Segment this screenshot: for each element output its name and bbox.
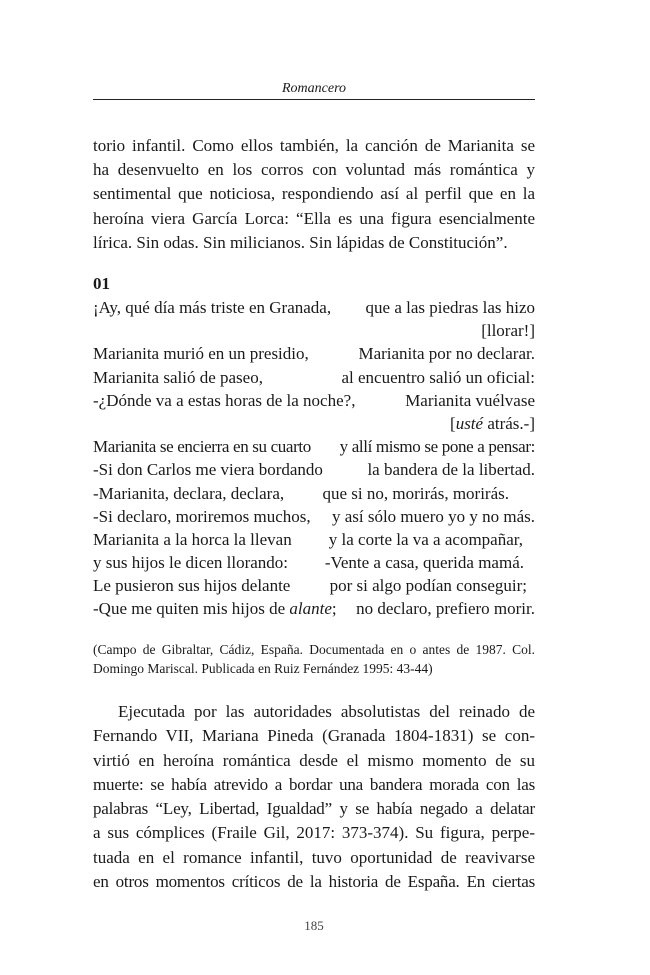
verse-first-hemistich: Marianita se encierra en su cuarto [93, 437, 311, 457]
verse-line [93, 574, 535, 597]
verse-second-hemistich: que si no, morirás, morirás. [322, 483, 509, 503]
verse-second-hemistich: y allí mismo se pone a pensar: [339, 437, 535, 457]
verse-first-hemistich: -Si don Carlos me viera bordando [93, 460, 323, 480]
text-line: heroína viera García Lorca: “Ella es una figura esencialmente [93, 208, 535, 228]
text-line: Fernando VII, Mariana Pineda (Granada 1804-1831) se con- [93, 726, 535, 746]
text-line: torio infantil. Como ellos también, la canción de Marianita se [93, 136, 535, 155]
verse-line [93, 296, 535, 319]
verse-line [93, 482, 535, 505]
verse-turnover [93, 412, 535, 435]
text-line: sentimental que noticiosa, respondiendo así al perfil que en la [93, 184, 535, 204]
intro-paragraph [93, 134, 535, 255]
verse-first-hemistich: Le pusieron sus hijos delante [93, 576, 291, 596]
verse-first-hemistich: -Si declaro, moriremos muchos, [93, 506, 311, 526]
body-paragraph [93, 700, 535, 894]
verse-turnover-text: [llorar!] [481, 321, 535, 341]
text-line: en otros momentos críticos de la historia de España. En ciertas [93, 872, 535, 892]
verse-first-hemistich: -Marianita, declara, declara, [93, 483, 285, 503]
verse-turnover-text: [usté atrás.-] [450, 413, 535, 433]
source-citation [93, 640, 535, 678]
verse-turnover [93, 319, 535, 342]
verse-line [93, 528, 535, 551]
verse-first-hemistich: Marianita a la horca la llevan [93, 529, 292, 549]
verse-first-hemistich: Marianita salió de paseo, [93, 367, 263, 387]
citation-line: Domingo Mariscal. Publicada en Ruiz Fernández 1995: 43-44) [93, 661, 433, 676]
verse-line [93, 435, 535, 458]
text-line: lírica. Sin odas. Sin milicianos. Sin lápidas de Constitución”. [93, 232, 508, 252]
poem-number: 01 [93, 274, 110, 293]
text-line: ha desenvuelto en los corros con voluntad más romántica y [93, 160, 535, 180]
verse-second-hemistich: y la corte la va a acompañar, [328, 529, 523, 549]
verse-first-hemistich: -Que me quiten mis hijos de alante; [93, 599, 337, 619]
verse-line [93, 342, 535, 365]
verse-line [93, 366, 535, 389]
verse-second-hemistich: Marianita vuélvase [405, 390, 535, 410]
verse-line [93, 505, 535, 528]
verse-line [93, 551, 535, 574]
verse-second-hemistich: que a las piedras las hizo [365, 298, 535, 317]
verse-line [93, 458, 535, 481]
verse-second-hemistich: -Vente a casa, querida mamá. [324, 553, 524, 573]
text-line: Ejecutada por las autoridades absolutistas del reinado de [118, 702, 535, 721]
citation-line: (Campo de Gibraltar, Cádiz, España. Documentada en o antes de 1987. Col. [93, 642, 535, 657]
verse-second-hemistich: no declaro, prefiero morir. [356, 599, 535, 619]
text-line: muerte: se había atrevido a bordar una bandera morada con las [93, 774, 535, 794]
verse-first-hemistich: y sus hijos le dicen llorando: [93, 553, 289, 573]
text-line: a sus cómplices (Fraile Gil, 2017: 373-374). Su figura, perpe- [93, 823, 535, 843]
verse-first-hemistich: -¿Dónde va a estas horas de la noche?, [93, 390, 356, 410]
text-line: virtió en heroína romántica desde el mismo momento de su [93, 750, 535, 770]
page-number: 185 [304, 918, 324, 933]
running-title: Romancero [281, 81, 347, 96]
verse-second-hemistich: Marianita por no declarar. [358, 344, 535, 364]
verse-line [93, 389, 535, 412]
verse-first-hemistich: ¡Ay, qué día más triste en Granada, [93, 298, 332, 317]
text-line: tuada en el romance infantil, tuvo oportunidad de reavivarse [93, 847, 535, 867]
verse-second-hemistich: al encuentro salió un oficial: [341, 367, 535, 387]
poem [93, 296, 535, 621]
verse-first-hemistich: Marianita murió en un presidio, [93, 344, 309, 364]
text-line: palabras “Ley, Libertad, Igualdad” y se había negado a delatar [93, 799, 535, 819]
verse-second-hemistich: por si algo podían conseguir; [329, 576, 527, 596]
verse-second-hemistich: y así sólo muero yo y no más. [331, 506, 535, 526]
verse-line [93, 597, 535, 620]
header-rule [93, 99, 535, 100]
verse-second-hemistich: la bandera de la libertad. [367, 460, 535, 480]
